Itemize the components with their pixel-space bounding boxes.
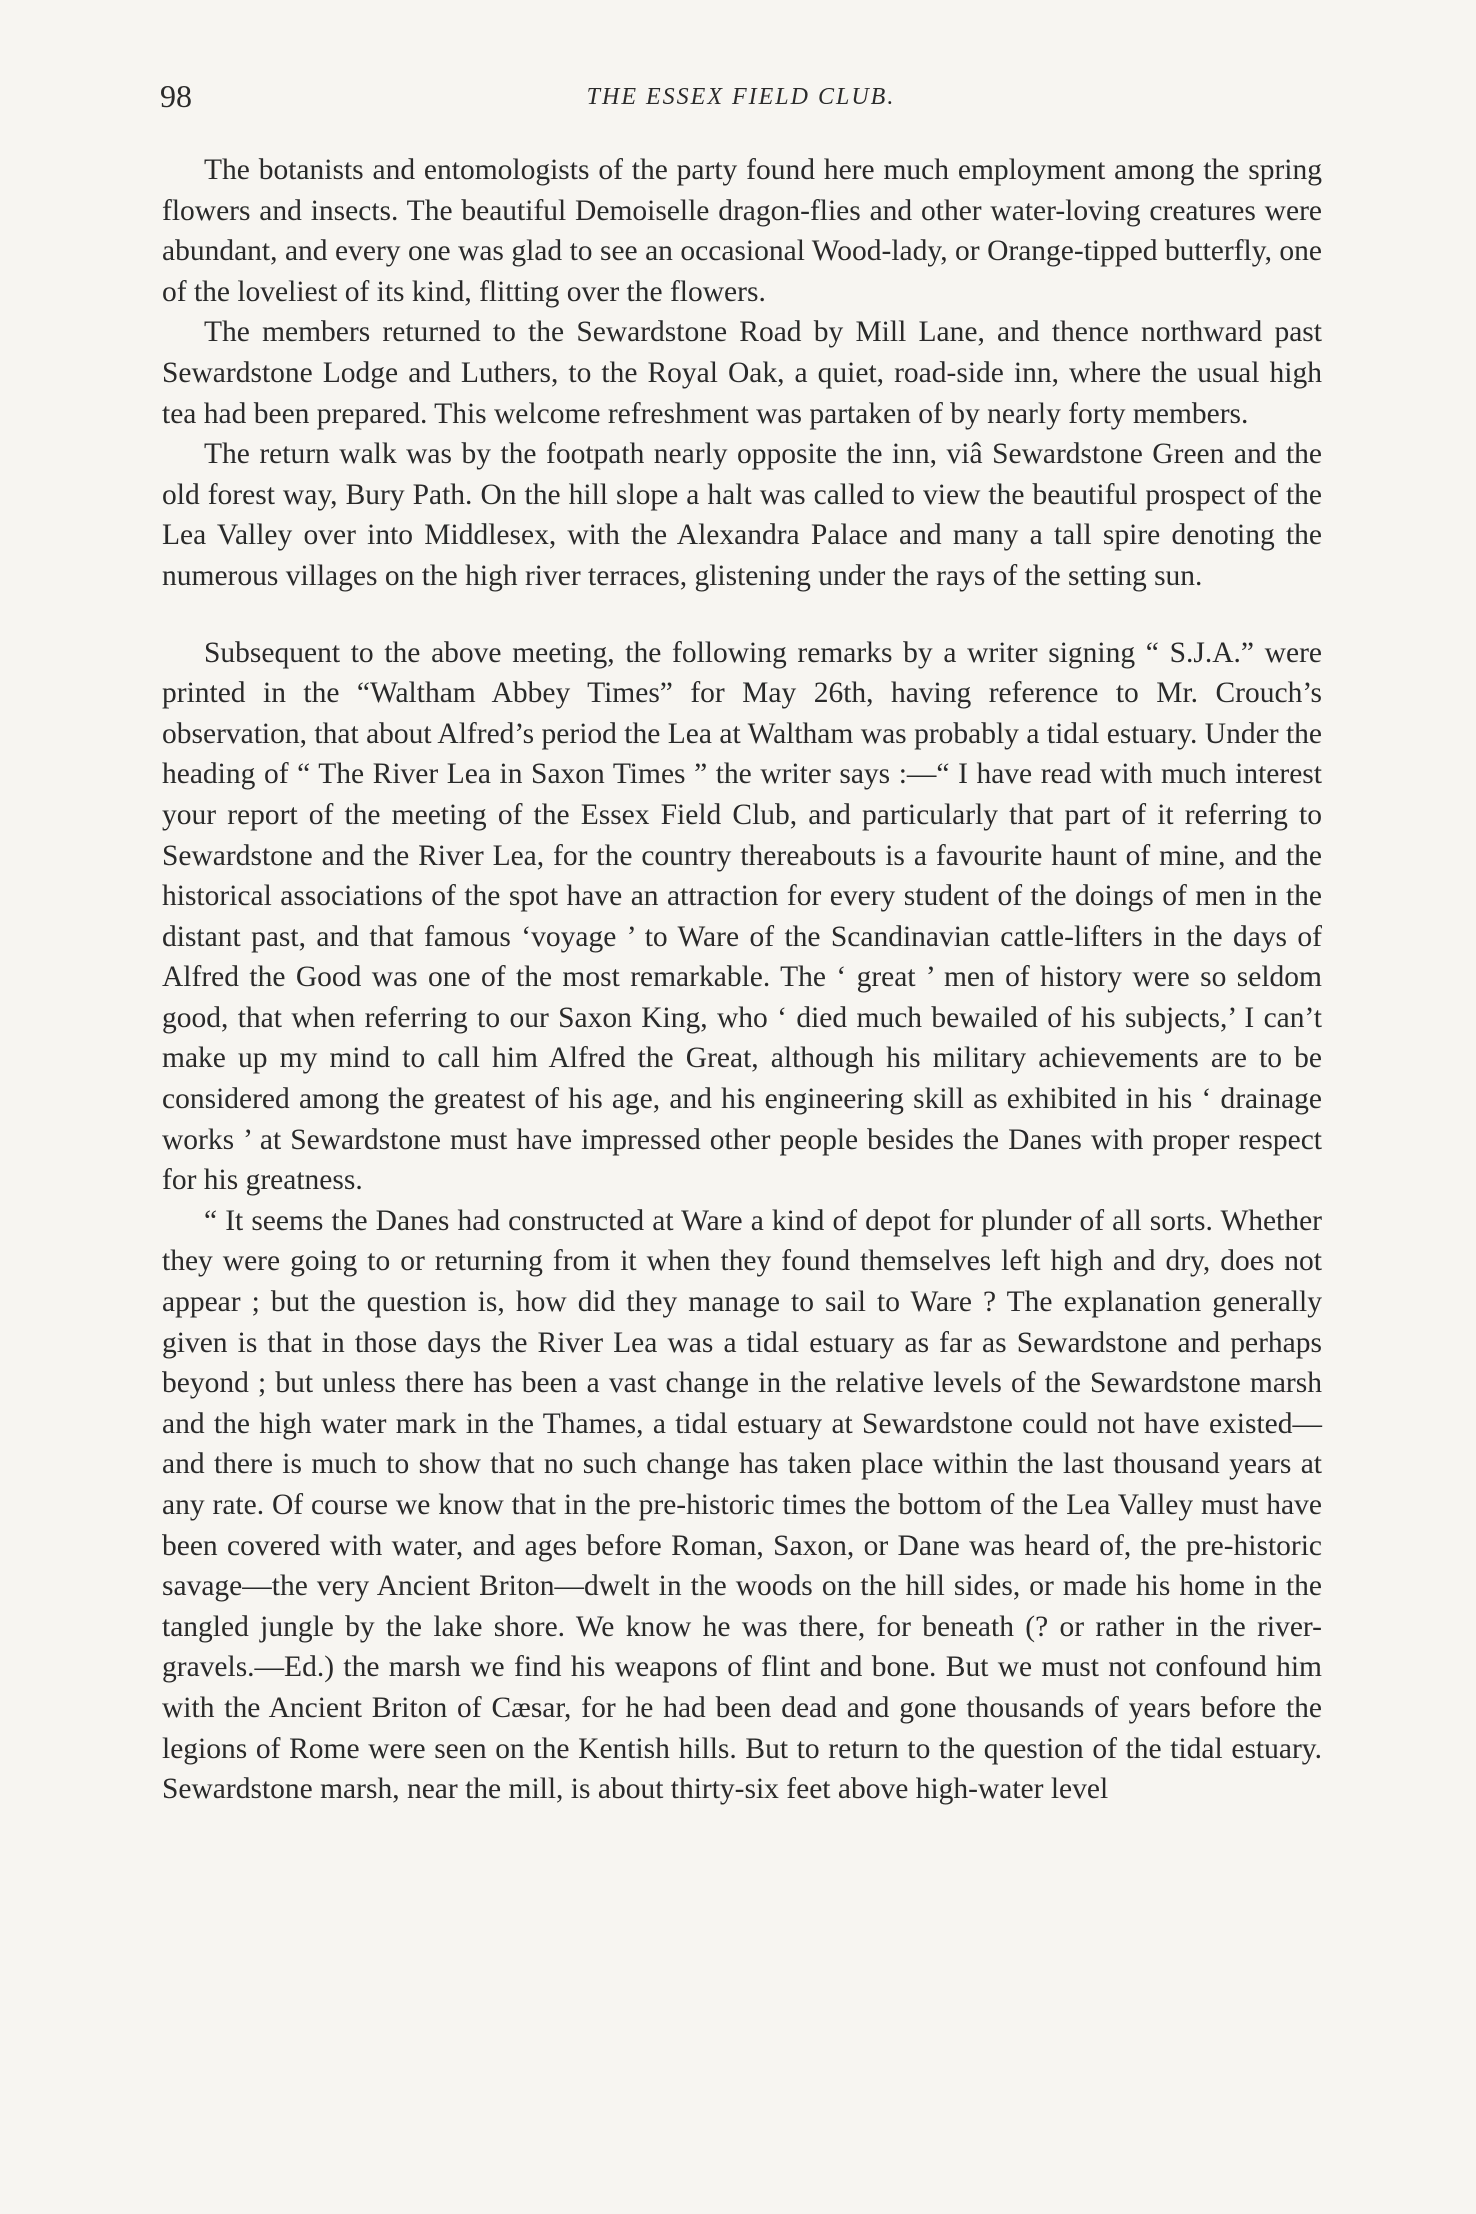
- paragraph-subsequent-remarks: Subsequent to the above meeting, the following remarks by a writer signing “ S.J.A.” were printed in the “Waltham Abbey Times” for May 26th, having reference to Mr. Crouch’s observation, that about Alfred’s period the Lea at Waltham was probably a tidal estuary. Under the heading of “ The River Lea in Saxon Times ” the writer says :—“ I have read with much interest your report of the meeting of the Essex Field Club, and particularly that part of it referring to Sewardstone and the River Lea, for the country thereabouts is a favourite haunt of mine, and the historical associations of the spot have an attraction for every student of the doings of men in the distant past, and that famous ‘voyage ’ to Ware of the Scandinavian cattle-lifters in the days of Alfred the Good was one of the most remarkable. The ‘ great ’ men of history were so seldom good, that when referring to our Saxon King, who ‘ died much bewailed of his subjects,’ I can’t make up my mind to call him Alfred the Great, although his military achievements are to be considered among the greatest of his age, and his engineering skill as exhibited in his ‘ drainage works ’ at Sewardstone must have impressed other people besides the Danes with proper respect for his greatness.: [162, 636, 1322, 1197]
- page-header: [160, 78, 1322, 128]
- paragraph-return-walk: The return walk was by the footpath nearly opposite the inn, viâ Sewardstone Green and the old forest way, Bury Path. On the hill slope a halt was called to view the beautiful prospect of the Lea Valley over into Middlesex, with the Alexandra Palace and many a tall spire denoting the numerous villages on the high river terraces, glistening under the rays of the setting sun.: [162, 438, 1322, 592]
- running-head: THE ESSEX FIELD CLUB.: [586, 84, 896, 110]
- paragraph-members-returned: The members returned to the Sewardstone Road by Mill Lane, and thence northward past Sewardstone Lodge and Luthers, to the Royal Oak, a quiet, road-side inn, where the usual high tea had been prepared. This welcome refreshment was partaken of by nearly forty members.: [162, 316, 1322, 430]
- paragraph-danes-ware: “ It seems the Danes had constructed at Ware a kind of depot for plunder of all sorts. Whether they were going to or returning from it when they found themselves left high and dry, does not appear ; but the question is, how did they manage to sail to Ware ? The explanation generally given is that in those days the River Lea was a tidal estuary as far as Sewardstone and perhaps beyond ; but unless there has been a vast change in the relative levels of the Sewardstone marsh and the high water mark in the Thames, a tidal estuary at Sewardstone could not have existed—and there is much to show that no such change has taken place within the last thousand years at any rate. Of course we know that in the pre-historic times the bottom of the Lea Valley must have been covered with water, and ages before Roman, Saxon, or Dane was heard of, the pre-historic savage—the very Ancient Briton—dwelt in the woods on the hill sides, or made his home in the tangled jungle by the lake shore. We know he was there, for beneath (? or rather in the river-gravels.—Ed.) the marsh we find his weapons of flint and bone. But we must not confound him with the Ancient Briton of Cæsar, for he had been dead and gone thousands of years before the legions of Rome were seen on the Kentish hills. But to return to the question of the tidal estuary. Sewardstone marsh, near the mill, is about thirty-six feet above high-water level: [162, 1204, 1322, 1806]
- section-gap: [162, 597, 1322, 633]
- body-text: [162, 150, 1322, 1810]
- paragraph-botanists: The botanists and entomologists of the party found here much employment among the spring flowers and insects. The beautiful Demoiselle dragon-flies and other water-loving creatures were abundant, and every one was glad to see an occasional Wood-lady, or Orange-tipped butterfly, one of the loveliest of its kind, flitting over the flowers.: [162, 154, 1322, 308]
- page-number: 98: [160, 78, 192, 114]
